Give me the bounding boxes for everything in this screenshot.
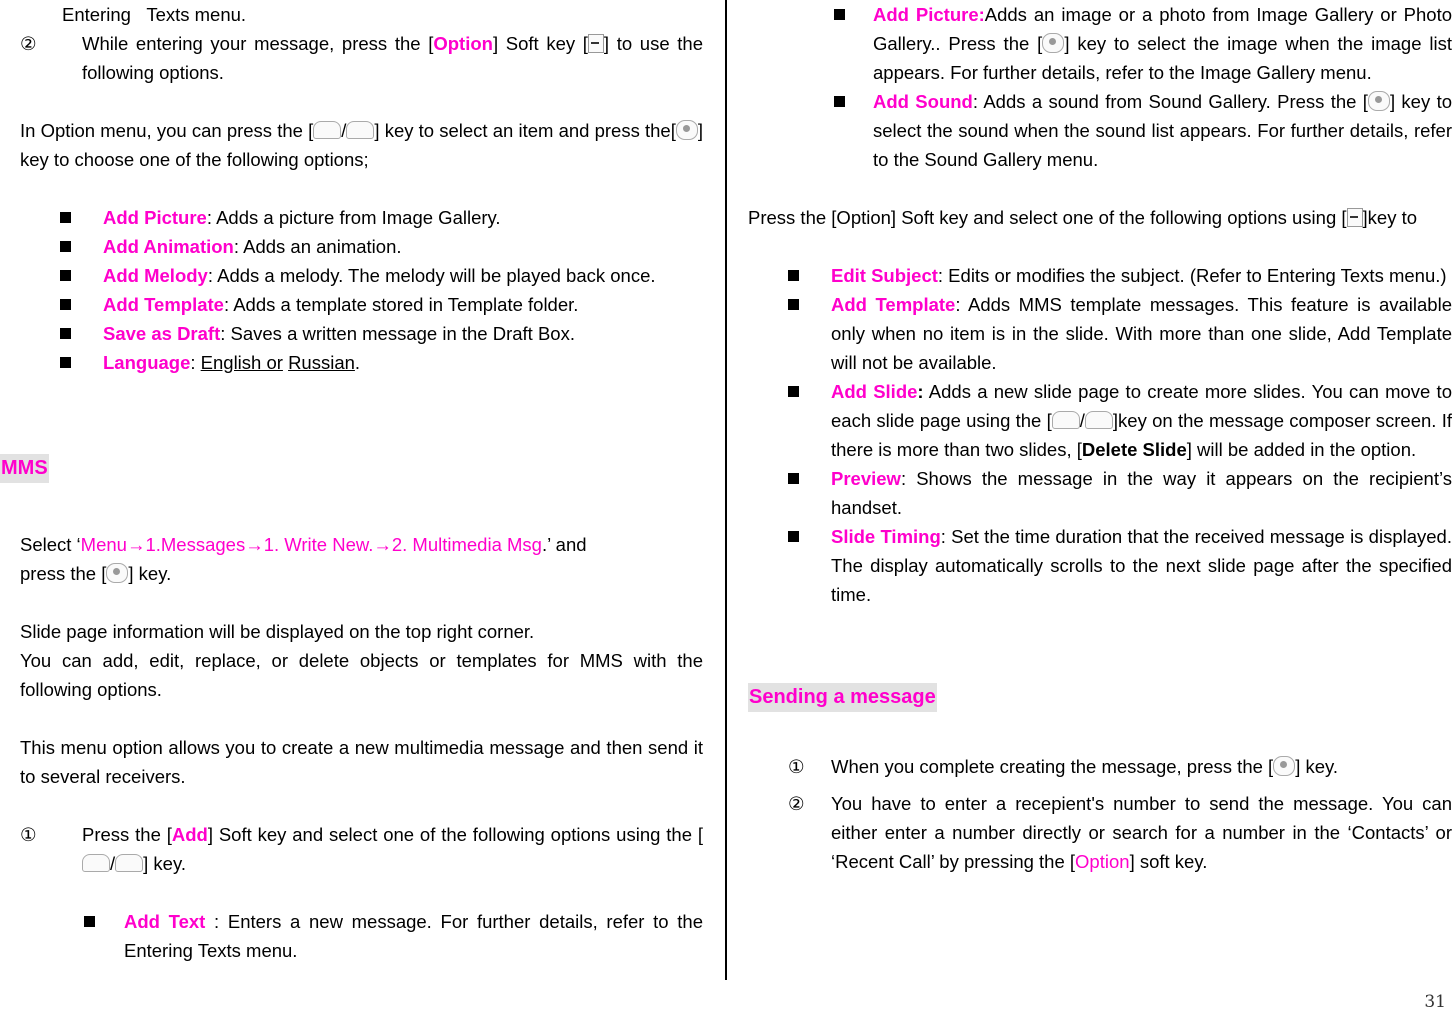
bullet-square-icon [60, 299, 71, 310]
bullet-square-icon [788, 270, 799, 281]
bullet-square-icon [788, 531, 799, 542]
bullet-slide-timing: Slide Timing: Set the time duration that the received message is displayed. The display automatically scrolls to the next slide page after the specified time. [748, 522, 1452, 609]
entering-texts-line: Entering Texts menu. [62, 4, 247, 25]
select-menu-paragraph: Select ‘Menu→1.Messages→1. Write New.→2. Multimedia Msg.’ and press the [ ] key. [20, 534, 587, 584]
bullet-add-template-mms: Add Template: Adds MMS template messages. This feature is available only when no item is in the slide. With more than one slide, Add Template will not be available. [748, 290, 1452, 377]
bullet-square-icon [788, 473, 799, 484]
soft-key-icon [588, 34, 604, 53]
ok-key-icon [1368, 91, 1390, 111]
send-step-1: ① When you complete creating the message, press the [ ] key. [788, 756, 1339, 777]
nav-left-right-icon [1085, 411, 1113, 429]
send-step-2: ② You have to enter a recepient's number to send the message. You can either enter a number directly or search for a number in the ‘Contacts’ or ‘Recent Call’ by pressing the [Option] soft key. [788, 793, 1452, 872]
bullet-add-text: Add Text : Enters a new message. For further details, refer to the Entering Texts menu. [20, 907, 703, 965]
bullet-square-icon [60, 328, 71, 339]
ok-key-icon [1273, 756, 1295, 776]
bullet-square-icon [60, 270, 71, 281]
nav-left-right-icon [82, 854, 110, 872]
press-option-paragraph: Press the [Option] Soft key and select one of the following options using [ ]key to [748, 207, 1418, 228]
bullet-preview: Preview: Shows the message in the way it appears on the recipient’s handset. [748, 464, 1452, 522]
right-column [748, 0, 1452, 876]
add-edit-text: You can add, edit, replace, or delete objects or templates for MMS with the following options. [20, 650, 703, 700]
bullet-language: Language: English or Russian. [20, 348, 703, 377]
step-2: ② While entering your message, press the [Option] Soft key [ ] to use the following options. [20, 33, 703, 83]
bullet-save-as-draft: Save as Draft: Saves a written message in the Draft Box. [20, 319, 703, 348]
nav-left-right-icon [1052, 411, 1080, 429]
bullet-square-icon [834, 9, 845, 20]
bullet-square-icon [60, 212, 71, 223]
bullet-square-icon [84, 916, 95, 927]
bullet-add-melody: Add Melody: Adds a melody. The melody will be played back once. [20, 261, 703, 290]
bullet-add-picture: Add Picture: Adds a picture from Image Gallery. [20, 203, 703, 232]
left-column [1, 0, 703, 965]
sending-message-heading: Sending a message [748, 683, 937, 712]
column-divider [725, 0, 727, 980]
nav-left-right-icon [346, 121, 374, 139]
bullet-edit-subject: Edit Subject: Edits or modifies the subject. (Refer to Entering Texts menu.) [748, 261, 1452, 290]
soft-key-icon [1347, 208, 1363, 227]
bullet-square-icon [60, 357, 71, 368]
nav-left-right-icon [115, 854, 143, 872]
bullet-add-picture-mms: Add Picture:Adds an image or a photo from Image Gallery or Photo Gallery.. Press the [ ] key to select the image when the image list appears. For further details, refer to the Image Gallery menu. [748, 0, 1452, 87]
ok-key-icon [1042, 33, 1064, 53]
mms-heading: MMS [0, 454, 49, 483]
ok-key-icon [676, 120, 698, 140]
this-menu-text: This menu option allows you to create a new multimedia message and then send it to several receivers. [20, 737, 703, 787]
bullet-add-animation: Add Animation: Adds an animation. [20, 232, 703, 261]
ok-key-icon [106, 563, 128, 583]
nav-left-right-icon [313, 121, 341, 139]
bullet-square-icon [788, 386, 799, 397]
bullet-square-icon [834, 96, 845, 107]
slide-info-text: Slide page information will be displayed on the top right corner. [20, 621, 535, 642]
page-number: 31 [1424, 992, 1446, 1012]
bullet-add-slide: Add Slide: Adds a new slide page to create more slides. You can move to each slide page using the [ / ]key on the message composer screen. If there is more than two slides, [Delete Slide] will be added in the option. [748, 377, 1452, 464]
option-menu-paragraph: In Option menu, you can press the [ / ] key to select an item and press the[ ] key to choose one of the following options; [20, 120, 703, 170]
bullet-add-sound: Add Sound: Adds a sound from Sound Gallery. Press the [ ] key to select the sound when the sound list appears. For further details, refer to the Sound Gallery menu. [748, 87, 1452, 174]
bullet-square-icon [788, 299, 799, 310]
step-1: ① Press the [Add] Soft key and select one of the following options using the [/ ] key. [20, 824, 703, 874]
bullet-square-icon [60, 241, 71, 252]
bullet-add-template: Add Template: Adds a template stored in Template folder. [20, 290, 703, 319]
